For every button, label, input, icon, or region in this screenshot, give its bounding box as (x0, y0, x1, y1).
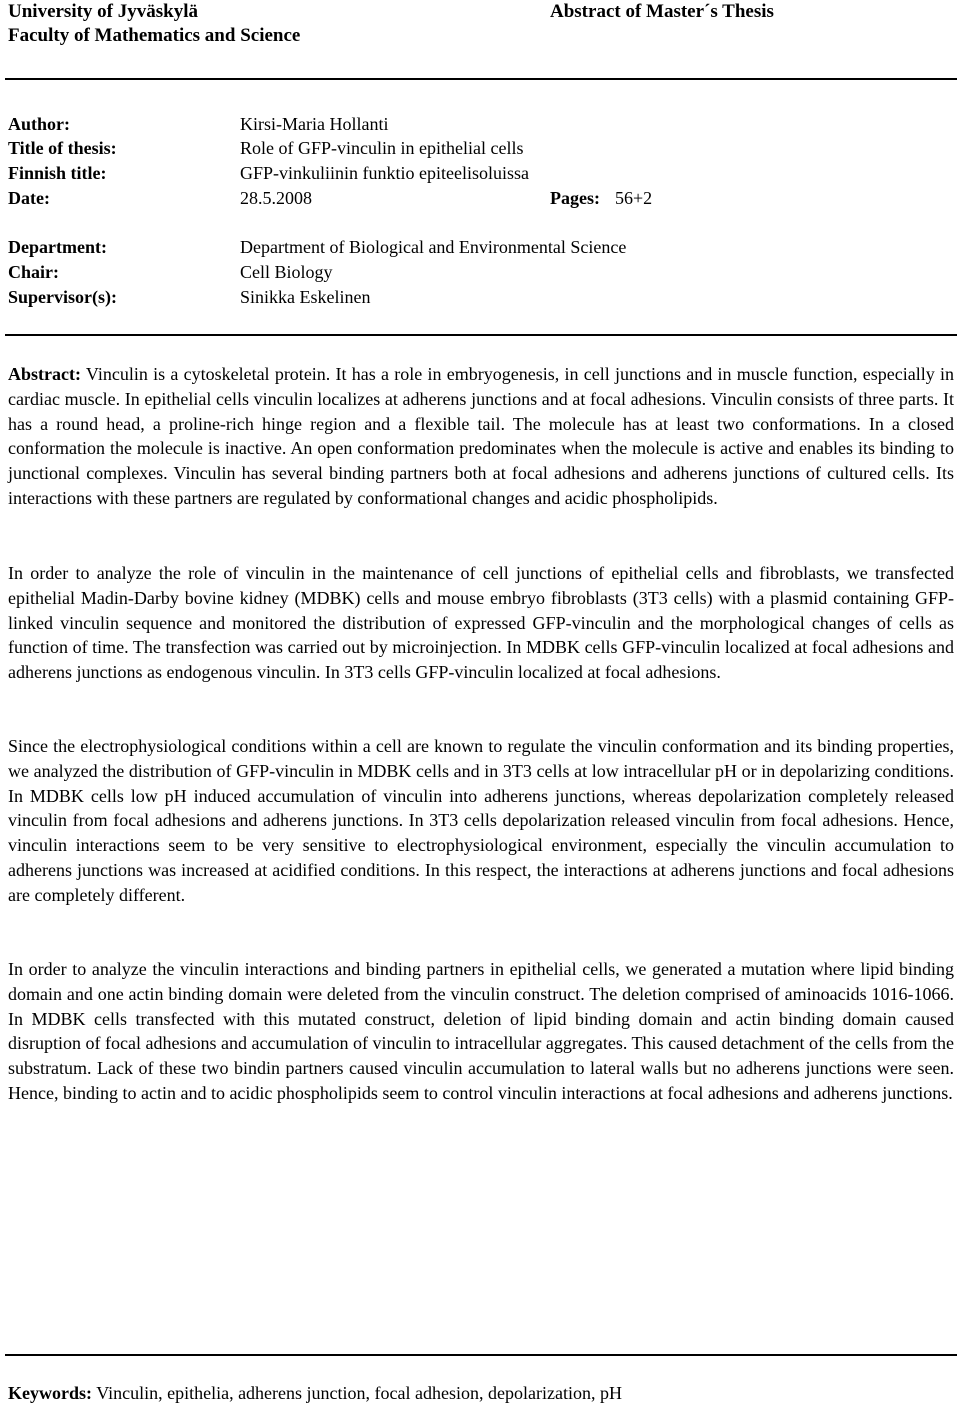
abstract-paragraph-1 (8, 362, 954, 511)
abstract-paragraph-3: Since the electrophysiological conditions within a cell are known to regulate the vinculin conformation and its binding properties, we analyzed the distribution of GFP-vinculin in MDBK cells and in 3T3 cells at low intracellular pH or in depolarizing conditions. In MDBK cells low pH induced accumulation of vinculin into adherens junctions, whereas depolarization completely released vinculin from focal adhesions and adherens junctions. In 3T3 cells depolarization released vinculin from focal adhesions. Hence, vinculin interactions seem to be very sensitive to electrophysiological environment, especially the vinculin accumulation to adherens junctions was increased at acidified conditions. In this respect, the interactions at adherens junctions and focal adhesions are completely different. (8, 736, 954, 905)
pages-label: Pages: (550, 188, 600, 208)
header-divider (5, 78, 957, 80)
date-value: 28.5.2008 (240, 188, 312, 208)
author-value: Kirsi-Maria Hollanti (240, 114, 389, 134)
abstract-paragraph-1-text: Vinculin is a cytoskeletal protein. It has a role in embryogenesis, in cell junctions and in muscle function, especially in cardiac muscle. In epithelial cells vinculin localizes at adherens junctions and at focal adhesions. Vinculin consists of three parts. It has a round head, a proline-rich hinge region and a flexible tail. The molecule has at least two conformations. In a closed conformation the molecule is inactive. An open conformation predominates when the molecule is active and enables its binding to junctional complexes. Vinculin has several binding partners both at focal adhesions and adherens junctions of cultured cells. Its interactions with these partners are regulated by conformational changes and acidic phospholipids. (8, 364, 954, 508)
finnish-title-value: GFP-vinkuliinin funktio epiteelisoluissa (240, 163, 529, 183)
meta-divider (5, 334, 957, 336)
abstract-label: Abstract: (8, 364, 81, 384)
keywords-label: Keywords: (8, 1383, 92, 1403)
supervisor-value: Sinikka Eskelinen (240, 287, 371, 307)
chair-value: Cell Biology (240, 262, 333, 282)
title-label: Title of thesis: (8, 138, 117, 158)
document-type: Abstract of Master´s Thesis (550, 1, 774, 22)
author-label: Author: (8, 114, 70, 134)
university-name: University of Jyväskylä (8, 1, 198, 22)
keywords-text: Vinculin, epithelia, adherens junction, focal adhesion, depolarization, pH (96, 1383, 622, 1403)
abstract-paragraph-2: In order to analyze the role of vinculin in the maintenance of cell junctions of epithelial cells and fibroblasts, we transfected epithelial Madin-Darby bovine kidney (MDBK) cells and mouse embryo fibroblasts (3T3 cells) with a plasmid containing GFP-linked vinculin sequence and monitored the distribution of expressed GFP-vinculin and the morphological changes of cells as function of time. The transfection was carried out by microinjection. In MDBK cells GFP-vinculin localized at focal adhesions and adherens junctions as endogenous vinculin. In 3T3 cells GFP-vinculin localized at focal adhesions. (8, 563, 954, 683)
supervisor-label: Supervisor(s): (8, 287, 117, 307)
abstract-paragraph-4: In order to analyze the vinculin interactions and binding partners in epithelial cells, we generated a mutation where lipid binding domain and one actin binding domain were deleted from the vinculin construct. The deletion comprised of aminoacids 1016-1066. In MDBK cells transfected with this mutated construct, deletion of lipid binding domain and actin binding domain caused disruption of focal adhesions and accumulation of vinculin to intracellular aggregates. This caused detachment of the cells from the substratum. Lack of these two bindin partners caused vinculin accumulation to lateral walls but no adherens junctions were seen. Hence, binding to actin and to acidic phospholipids seem to control vinculin interactions at focal adhesions and adherens junctions. (8, 959, 954, 1103)
date-label: Date: (8, 188, 50, 208)
footer-divider (5, 1354, 957, 1356)
chair-label: Chair: (8, 262, 59, 282)
department-value: Department of Biological and Environmental Science (240, 237, 627, 257)
keywords-line (8, 1381, 622, 1405)
finnish-title-label: Finnish title: (8, 163, 107, 183)
title-value: Role of GFP-vinculin in epithelial cells (240, 138, 524, 158)
department-label: Department: (8, 237, 107, 257)
pages-value: 56+2 (615, 188, 653, 208)
faculty-name: Faculty of Mathematics and Science (8, 25, 301, 46)
